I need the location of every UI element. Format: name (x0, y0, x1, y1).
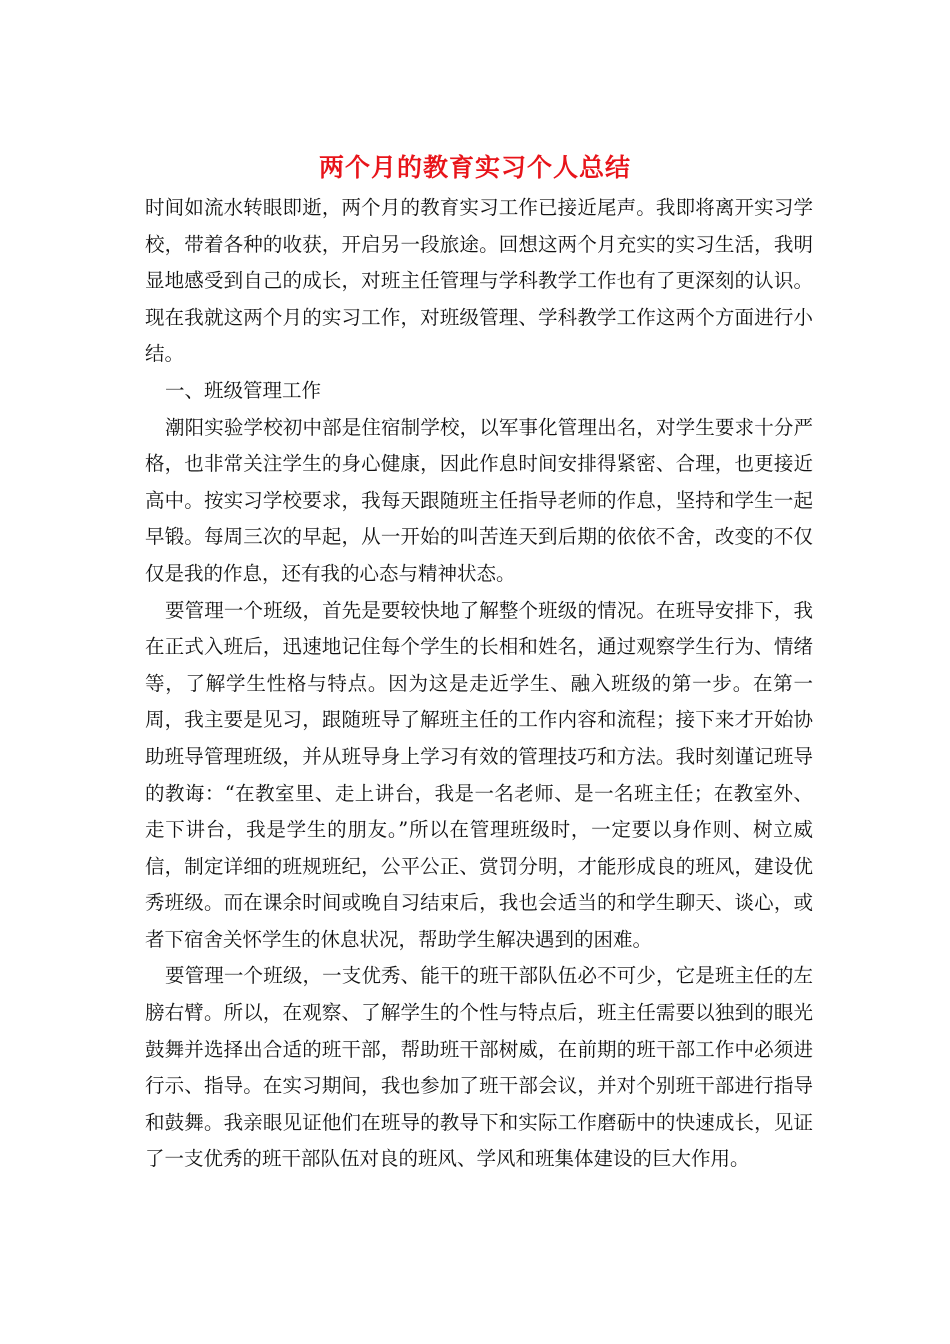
body-paragraph: 要管理一个班级，首先是要较快地了解整个班级的情况。在班导安排下，我在正式入班后，迅速地记住每个学生的长相和姓名，通过观察学生行为、情绪等，了解学生性格与特点。因为这是走近学生、融入班级的第一步。在第一周，我主要是见习，跟随班导了解班主任的工作内容和流程；接下来才开始协助班导管理班级，并从班导身上学习有效的管理技巧和方法。我时刻谨记班导的教诲：“在教室里、走上讲台，我是一名老师、是一名班主任；在教室外、走下讲台，我是学生的朋友。”所以在管理班级时，一定要以身作则、树立威信，制定详细的班规班纪，公平公正、赏罚分明，才能形成良的班风，建设优秀班级。而在课余时间或晚自习结束后，我也会适当的和学生聊天、谈心，或者下宿舍关怀学生的休息状况，帮助学生解决遇到的困难。 (145, 598, 813, 951)
document-body (145, 190, 813, 1178)
section-heading: 一、班级管理工作 (165, 378, 322, 402)
body-paragraph: 要管理一个班级，一支优秀、能干的班干部队伍必不可少，它是班主任的左膀右臂。所以，在观察、了解学生的个性与特点后，班主任需要以独到的眼光鼓舞并选择出合适的班干部，帮助班干部树威，在前期的班干部工作中必须进行示、指导。在实习期间，我也参加了班干部会议，并对个别班干部进行指导和鼓舞。我亲眼见证他们在班导的教导下和实际工作磨砺中的快速成长，见证了一支优秀的班干部队伍对良的班风、学风和班集体建设的巨大作用。 (145, 964, 813, 1171)
document-title: 两个月的教育实习个人总结 (318, 153, 631, 182)
intro-paragraph: 时间如流水转眼即逝，两个月的教育实习工作已接近尾声。我即将离开实习学校，带着各种的收获，开启另一段旅途。回想这两个月充实的实习生活，我明显地感受到自己的成长，对班主任管理与学科教学工作也有了更深刻的认识。现在我就这两个月的实习工作，对班级管理、学科教学工作这两个方面进行小结。 (145, 196, 813, 366)
body-paragraph: 潮阳实验学校初中部是住宿制学校，以军事化管理出名，对学生要求十分严格，也非常关注学生的身心健康，因此作息时间安排得紧密、合理，也更接近高中。按实习学校要求，我每天跟随班主任指导老师的作息，坚持和学生一起早锻。每周三次的早起，从一开始的叫苦连天到后期的依依不舍，改变的不仅仅是我的作息，还有我的心态与精神状态。 (145, 415, 813, 585)
